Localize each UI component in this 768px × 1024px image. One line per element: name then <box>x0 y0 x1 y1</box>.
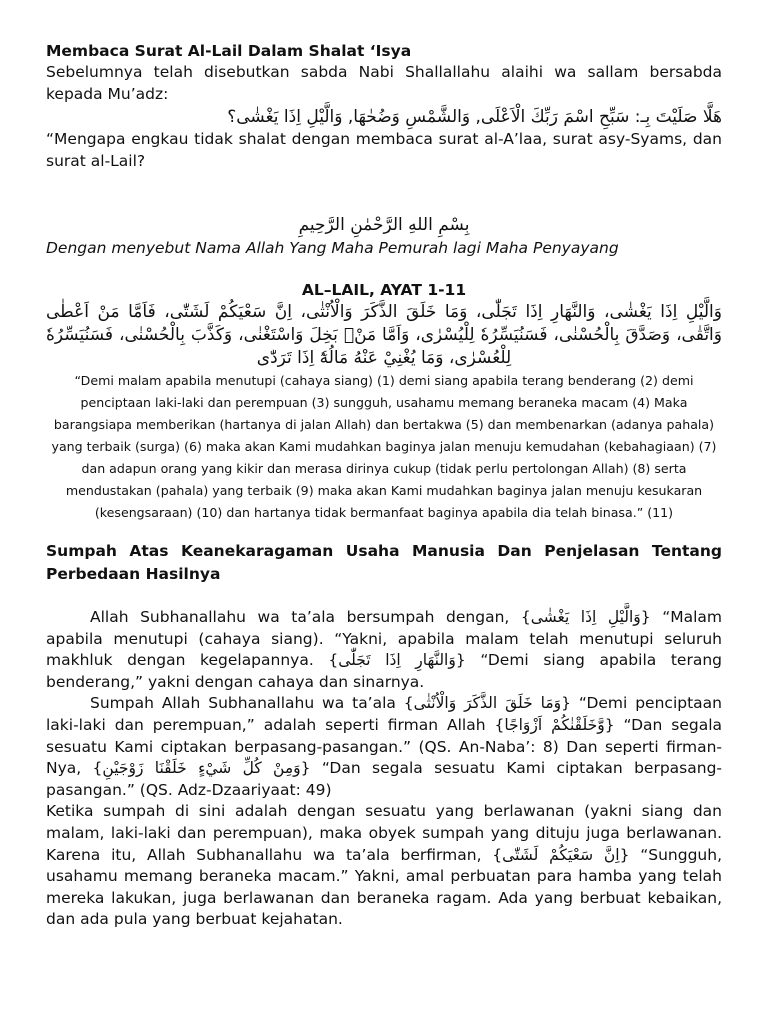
paragraph-2-arabic-3: وَمِنْ كُلِّ شَيْءٍ خَلَقْنَا زَوْجَيْنِ <box>102 759 301 778</box>
basmalah-arabic: بِسْمِ اللهِ الرَّحْمٰنِ الرَّحِيمِ <box>298 215 470 235</box>
document-title: Membaca Surat Al-Lail Dalam Shalat ‘Isya <box>46 42 412 60</box>
intro-paragraph: Sebelumnya telah disebutkan sabda Nabi Shallallahu alaihi wa sallam bersabda kepada Mu’adz: <box>46 63 722 103</box>
paragraph-2-text-a: Sumpah Allah Subhanallahu wa ta’ala { <box>90 694 414 713</box>
verses-arabic: وَالَّيْلِ اِذَا يَغْشٰى، وَالنَّهَارِ اِذَا تَجَلّٰى، وَمَا خَلَقَ الذَّكَرَ وَالْاُنْثٰى، اِنَّ سَعْيَكُمْ لَشَتّٰى، فَاَمَّا مَنْ اَعْطٰى وَاتَّقٰى، وَصَدَّقَ بِالْحُسْنٰى، فَسَنُيَسِّرُهٗ لِلْيُسْرٰى، وَاَمَّا مَنْۢ بَخِلَ وَاسْتَغْنٰى، وَكَذَّبَ بِالْحُسْنٰى، فَسَنُيَسِّرُهٗ لِلْعُسْرٰى، وَمَا يُغْنِيْ عَنْهُ مَالُهٗٓ اِذَا تَرَدّٰى <box>46 302 722 368</box>
paragraph-3-text-a: Ketika sumpah di sini adalah dengan sesuatu yang berlawanan (yakni siang dan malam, laki-laki dan perempuan), maka obyek sumpah yang dituju juga berlawanan. Karena itu, Allah Subhanallahu wa ta’ala berfirman, { <box>46 802 722 864</box>
hadith-translation: “Mengapa engkau tidak shalat dengan membaca surat al-A’laa, surat asy-Syams, dan surat al-Lail? <box>46 130 722 170</box>
paragraph-1-arabic-2: وَالنَّهَارِ اِذَا تَجَلّٰى <box>338 651 456 670</box>
paragraph-1-arabic-1: وَالَّيْلِ اِذَا يَغْشٰى <box>530 608 641 626</box>
paragraph-1-text-c: } “Demi siang apabila terang benderang,” yakni dengan cahaya dan sinarnya. <box>46 651 722 691</box>
verses-translation: “Demi malam apabila menutupi (cahaya siang) (1) demi siang apabila terang benderang (2) demi penciptaan laki-laki dan perempuan (3) sungguh, usahamu memang beraneka macam (4) Maka barangsiapa memberikan (hartanya di jalan Allah) dan bertakwa (5) dan membenarkan (adanya pahala) yang terbaik (surga) (6) maka akan Kami mudahkan baginya jalan menuju kemudahan (kebahagiaan) (7) dan adapun orang yang kikir dan merasa dirinya cukup (tidak perlu pertolongan Allah) (8) serta mendustakan (pahala) yang terbaik (9) maka akan Kami mudahkan baginya jalan menuju kesukaran (kesengsaraan) (10) dan hartanya tidak bermanfaat baginya apabila dia telah binasa.” (11) <box>51 373 717 520</box>
paragraph-2 <box>46 693 722 801</box>
basmalah-translation: Dengan menyebut Nama Allah Yang Maha Pemurah lagi Maha Penyayang <box>46 239 619 257</box>
paragraph-2-arabic-2: وَّخَلَقْنٰكُمْ اَزْوَاجًا <box>504 715 605 734</box>
document-page <box>46 40 722 931</box>
paragraph-2-text-b: } “Demi penciptaan laki-laki dan perempuan,” adalah seperti firman Allah { <box>46 694 722 734</box>
paragraph-3-arabic-1: اِنَّ سَعْيَكُمْ لَشَتّٰى <box>502 845 620 864</box>
paragraph-2-arabic-1: وَمَا خَلَقَ الذَّكَرَ وَالْاُنْثٰى <box>413 694 562 713</box>
paragraph-3-text-b: } “Sungguh, usahamu memang beraneka macam.” Yakni, amal perbuatan para hamba yang telah mereka lakukan, juga berlawanan dan beraneka ragam. Ada yang berbuat kebaikan, dan ada pula yang berbuat kejahatan. <box>46 845 722 929</box>
section-title: AL–LAIL, AYAT 1-11 <box>301 281 467 299</box>
paragraph-3 <box>46 801 722 931</box>
paragraph-1-text-a: Allah Subhanallahu wa ta’ala bersumpah dengan, { <box>90 608 531 626</box>
paragraph-2-text-c: } “Dan segala sesuatu Kami ciptakan berpasang-pasangan.” (QS. An-Naba’: 8) Dan seperti firman-Nya, { <box>46 715 723 778</box>
paragraph-1 <box>46 607 722 693</box>
section-heading: Sumpah Atas Keanekaragaman Usaha Manusia Dan Penjelasan Tentang Perbedaan Hasilnya <box>46 542 722 583</box>
paragraph-1-text-b: } “Malam apabila menutupi (cahaya siang). “Yakni, apabila malam telah menutupi seluruh makhluk dengan kegelapannya. { <box>46 608 723 670</box>
paragraph-2-text-d: } “Dan segala sesuatu Kami ciptakan berpasang-pasangan.” (QS. Adz-Dzaariyaat: 49) <box>46 759 723 799</box>
hadith-arabic: هَلَّا صَلَيْتَ بِـ: سَبِّحِ اسْمَ رَبِّكَ الْاَعْلَى, وَالشَّمْسِ وَضُحٰهَا, وَالَّيْلِ اِذَا يَغْشٰى؟ <box>227 107 722 127</box>
